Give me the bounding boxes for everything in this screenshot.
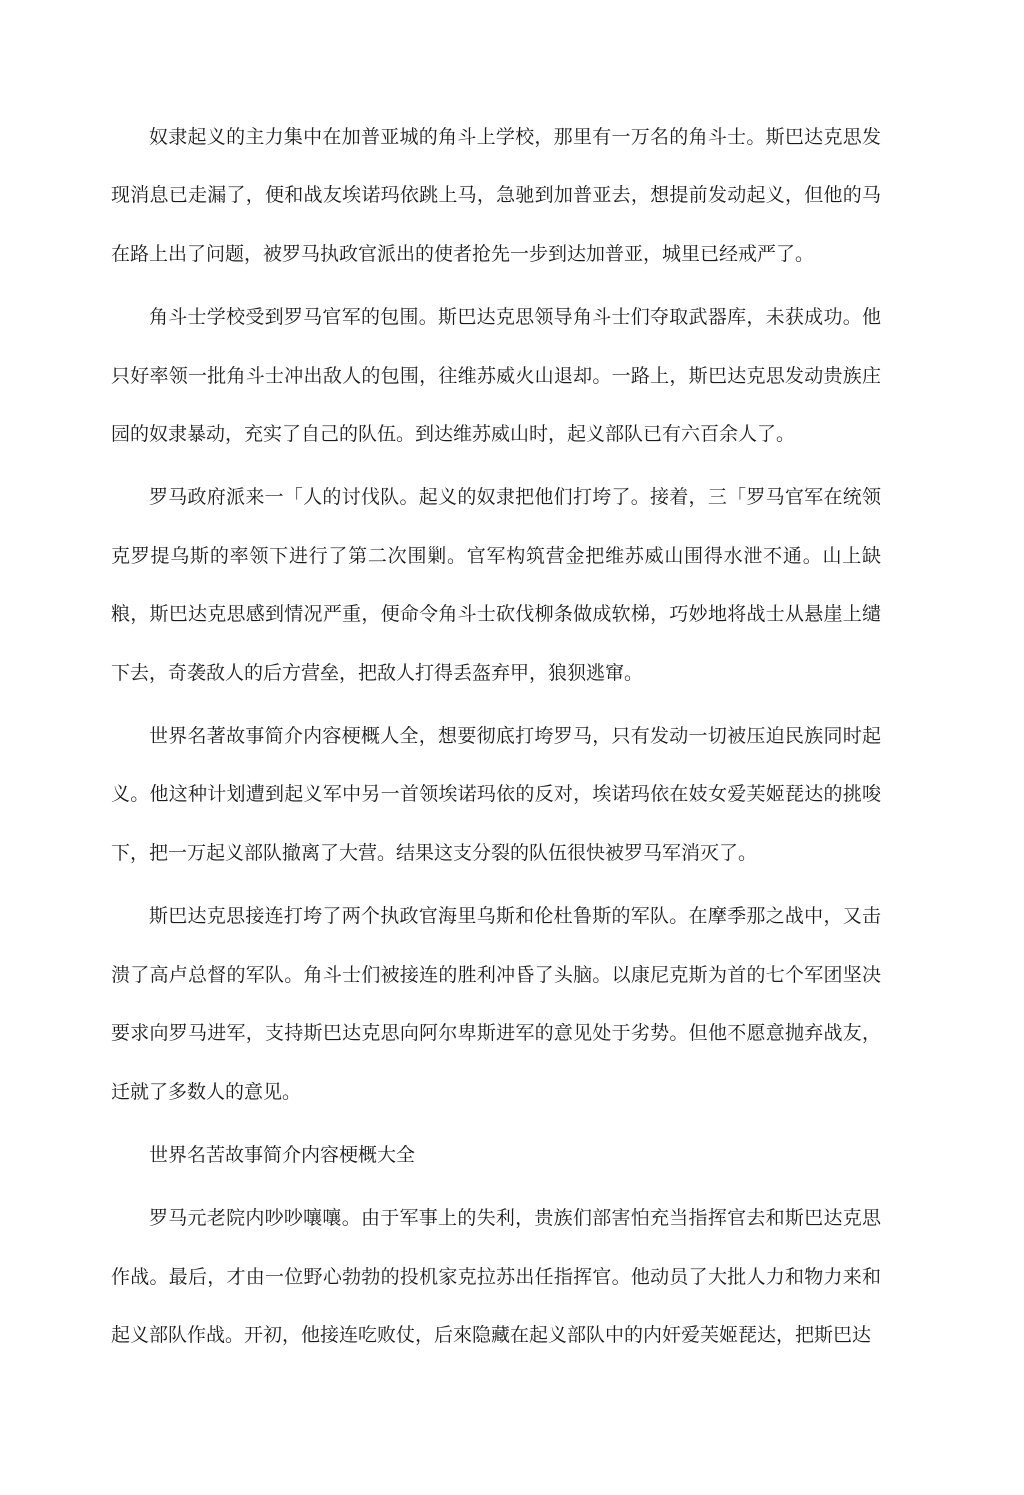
paragraph-6: 罗马元老院内吵吵嚷嚷。由于军事上的失利，贵族们部害怕充当指挥官去和斯巴达克思作战。最后，才由一位野心勃勃的投机家克拉苏出任指挥官。他动员了大批人力和物力来和起义部队作战。开初，他接连吃败仗，后來隐藏在起义部队中的内奸爱芙姬琵达，把斯巴达: [111, 1207, 881, 1347]
section-heading: 世界名苦故事简介内容梗概大全: [149, 1143, 416, 1166]
paragraph-1: 奴隶起义的主力集中在加普亚城的角斗上学校，那里有一万名的角斗士。斯巴达克思发现消息已走漏了，便和战友埃诺玛依跳上马，急驰到加普亚去，想提前发动起义，但他的马在路上出了问题，被罗马执政官派出的使者抢先一步到达加普亚，城里已经戒严了。: [111, 126, 881, 265]
paragraph-3: 罗马政府派来一「人的讨伐队。起义的奴隶把他们打垮了。接着，三「罗马官军在统领克罗提乌斯的率领下进行了第二次围剿。官军构筑营金把维苏威山围得水泄不通。山上缺粮，斯巴达克思感到情况严重，便命令角斗士砍伐柳条做成软梯，巧妙地将战士从悬崖上缱下去，奇袭敌人的后方营垒，把敌人打得丢盔弃甲，狼狈逃窜。: [111, 486, 881, 684]
paragraph-4: 世界名著故事简介内容梗概人全，想要彻底打垮罗马，只有发动一切被压迫民族同时起义。他这种计划遭到起义军中另一首领埃诺玛依的反对，埃诺玛依在妓女爱芙姬琵达的挑唆下，把一万起义部队撤离了大营。结果这支分裂的队伍很快被罗马军消灭了。: [111, 725, 881, 864]
paragraph-2: 角斗士学校受到罗马官军的包围。斯巴达克思领导角斗士们夺取武器库，未获成功。他只好率领一批角斗士冲出敌人的包围，往维苏威火山退却。一路上，斯巴达克思发动贵族庄园的奴隶暴动，充实了自己的队伍。到达维苏威山时，起义部队已有六百余人了。: [111, 306, 881, 446]
paragraph-5: 斯巴达克思接连打垮了两个执政官海里乌斯和伦杜鲁斯的军队。在摩季那之战中，又击溃了高卢总督的军队。角斗士们被接连的胜利冲昏了头脑。以康尼克斯为首的七个军团坚决要求向罗马进军，支持斯巴达克思向阿尔卑斯进军的意见处于劣势。但他不愿意抛弃战友，迁就了多数人的意见。: [111, 905, 881, 1103]
document-body: [111, 108, 881, 1370]
